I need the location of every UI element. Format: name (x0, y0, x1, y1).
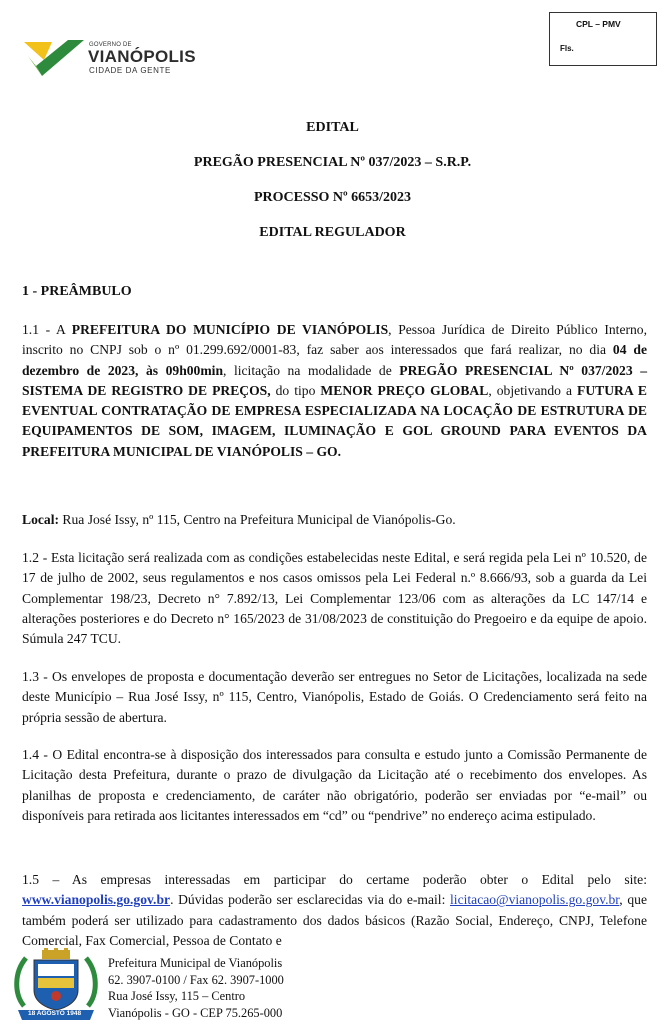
stamp-title: CPL – PMV (576, 19, 621, 29)
footer-line-1: Prefeitura Municipal de Vianópolis (108, 956, 283, 970)
paragraph-1-2 (22, 548, 647, 649)
website-link[interactable]: www.vianopolis.go.gov.br (22, 892, 171, 908)
p11-bold-objeto: FUTURA E EVENTUAL CONTRATAÇÃO DE EMPRESA ESPECIALIZADA NA LOCAÇÃO DE ESTRUTURA DE EQUIPAMENTOS DE SOM, IMAGEM, ILUMINAÇÃO E GOL GROUND PARA EVENTOS DA PREFEITURA MUNICIPAL DE VIANÓPOLIS – GO. (22, 382, 647, 459)
p11-bold-tipo: MENOR PREÇO GLOBAL (320, 382, 489, 398)
p11-bold-date: 04 de dezembro de 2023, às 09h00min (22, 342, 647, 378)
p11-text-g: do tipo (270, 382, 321, 398)
title-processo: PROCESSO Nº 6653/2023 (253, 190, 412, 205)
title-edital: EDITAL (306, 120, 359, 135)
logo-small-text: GOVERNO DE (89, 42, 132, 48)
p15-text-b: . Dúvidas poderão ser esclarecidas via do e-mail: (170, 892, 451, 908)
p11-text-a: 1.1 - A (22, 322, 72, 337)
footer-line-2: 62. 3907-0100 / Fax 62. 3907-1000 (108, 972, 284, 987)
seal-ribbon-text: 18 AGOSTO 1948 (28, 1010, 82, 1017)
email-link[interactable]: licitacao@vianopolis.go.gov.br (450, 892, 620, 908)
p14-text: 1.4 - O Edital encontra-se à disposição dos interessados para consulta e estudo junto a Comissão Permanente de Licitação desta Prefeitura, durante o prazo de divulgação da Licitação até o recebimento dos envelopes. As planilhas de proposta e credenciamento, de caráter não obrigatório, poderão ser enviadas por “e-mail” ou disponíveis para retirada aos licitantes interessados em “cd” ou “pendrive” no endereço acima estipulado. (22, 747, 647, 823)
title-pregao: PREGÃO PRESENCIAL Nº 037/2023 – S.R.P. (193, 155, 472, 170)
section-heading-preambulo: 1 - PREÂMBULO (22, 284, 132, 299)
p13-text: 1.3 - Os envelopes de proposta e documentação deverão ser entregues no Setor de Licitações, localizada na sede deste Município – Rua José Issy, nº 115, Centro, Vianópolis, Estado de Goiás. O Credenciamento será feito na própria sessão de abertura. (22, 669, 647, 725)
paragraph-1-3 (22, 667, 647, 728)
logo-subtitle: CIDADE DA GENTE (89, 66, 171, 75)
p11-text-c: , Pessoa Jurídica de Direito Público Interno, inscrito no CNPJ sob o nº 01.299.692/0001-83, faz saber aos interessados que fará realizar, no dia (22, 322, 647, 358)
protocol-stamp-box (549, 12, 657, 66)
logo-name: VIANÓPOLIS (88, 47, 196, 66)
p11-text-i: , objetivando a (488, 382, 578, 398)
municipal-seal (10, 948, 102, 1022)
local-label: Local: (22, 512, 59, 527)
logo-mark-icon (22, 36, 86, 82)
footer-line-4: Vianópolis - GO - CEP 75.265-000 (108, 1005, 283, 1020)
city-logo (22, 36, 212, 86)
paragraph-local (22, 510, 647, 530)
p11-bold-prefeitura: PREFEITURA DO MUNICÍPIO DE VIANÓPOLIS (71, 322, 389, 337)
p11-text-e: , licitação na modalidade de (223, 362, 400, 378)
paragraph-1-5 (22, 870, 647, 951)
p11-bold-modalidade: PREGÃO PRESENCIAL Nº 037/2023 – SISTEMA DE REGISTRO DE PREÇOS, (22, 362, 647, 398)
p15-text-a: 1.5 – As empresas interessadas em participar do certame poderão obter o Edital pelo site: (22, 872, 647, 887)
p12-text: 1.2 - Esta licitação será realizada com as condições estabelecidas neste Edital, e será regida pela Lei nº 10.520, de 17 de julho de 2002, seus regulamentos e nos casos omissos pela Lei Federal n.º 8.666/93, sob a guarda da Lei Complementar 198/23, Decreto n° 7.892/13, Lei Complementar 123/06 com as alterações da LC 147/14 e alterações posteriores e do Decreto n° 165/2023 de 31/08/2023 de constituição do Pregoeiro e da equipe de apoio. Súmula 247 TCU. (22, 550, 647, 647)
title-regulador: EDITAL REGULADOR (259, 225, 406, 240)
p15-text-c: , que também poderá ser utilizado para cadastramento dos dados básicos (Razão Social, Endereço, CNPJ, Telefone Comercial, Fax Comercial, Pessoa de Contato e (22, 892, 647, 948)
paragraph-1-1 (22, 320, 647, 462)
footer-line-3: Rua José Issy, 115 – Centro (108, 989, 246, 1003)
footer-address (108, 955, 284, 1021)
local-text: Rua José Issy, nº 115, Centro na Prefeitura Municipal de Vianópolis-Go. (59, 512, 456, 527)
paragraph-1-4 (22, 745, 647, 826)
stamp-fls-label: Fls. (560, 44, 574, 53)
